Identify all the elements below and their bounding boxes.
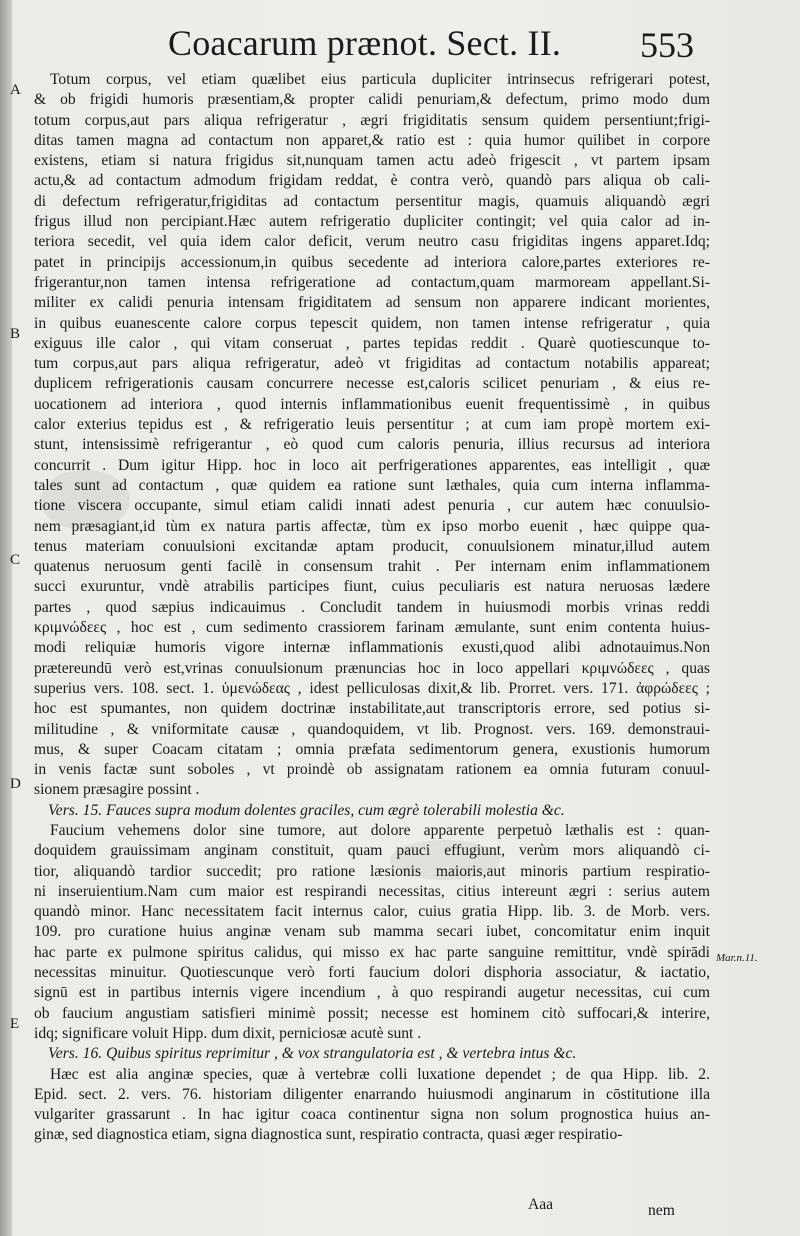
margin-marker-c: C — [10, 552, 21, 568]
text-line: calor exterius tepidus est , & refrigeratio leuis persentitur ; at cum iam propè mortem exi- — [34, 416, 710, 434]
text-line: 109. pro curatione huius anginæ venam sub mamma secari iubet, concomitatur enim inquit — [34, 923, 710, 941]
margin-marker-b: B — [10, 326, 21, 342]
text-line: sionem præsagire possint . — [34, 781, 200, 799]
text-line: frigerantur,non tamen intensa refrigeratione ad contactum,quam marmoream appellant.Si- — [34, 273, 710, 291]
text-line: stunt, intensissimè refrigerantur , eò quod cum caloris penuria, illius recursus ad interiora — [34, 436, 710, 454]
text-line: hoc est spumantes, non quidem doctrinæ instabilitate,aut transcriptoris errore, sed potius si- — [34, 700, 710, 718]
text-line: modi reliquiæ humoris vigore internæ inflammationis exusti,quod alibi adnotauimus.Non — [34, 639, 710, 657]
text-line: signū est in partibus internis vigere incendium , à quo respirandi augetur necessitas, cui cum — [34, 984, 710, 1002]
running-title: Coacarum prænot. Sect. II. — [168, 23, 562, 63]
text-line: patet in principijs accessionum,in quibus secedente ad interiora calore,partes exteriores re- — [34, 253, 710, 271]
text-line: superius vers. 108. sect. 1. ὑμενώδεας , idest pelliculosas dixit,& lib. Prorret. vers. 171. ἀφρώδεες ; — [34, 679, 710, 697]
margin-marker-d: D — [10, 776, 21, 792]
margin-side-note: Mar.n.11. — [716, 952, 758, 964]
text-line: quandò minor. Hanc necessitatem facit internus calor, cuius gratia Hipp. lib. 3. de Morb. vers. — [34, 903, 710, 921]
page-header — [0, 22, 800, 66]
text-line: necessitas minuitur. Quotiescunque verò forti faucium dolori disphoria associatur, & iactatio, — [34, 964, 710, 982]
text-line: militudine , & vniformitate causæ , quandoquidem, vt lib. Prognost. vers. 169. demonstraui- — [34, 720, 710, 738]
text-line: tior, aliquandò tardior succedit; pro ratione læsionis maioris,aut minoris partium respiratio- — [34, 862, 710, 880]
text-line: frigus illud non percipiant.Hæc autem refrigeratio dupliciter contingit; vel quia calor ad in- — [34, 213, 710, 231]
text-line: duplicem refrigerationis causam concurrere necesse est,caloris scilicet penuriam , & eius re- — [34, 375, 710, 393]
text-line: vulgariter grassarunt . In hac igitur coaca continentur signa non solum prognostica huius an- — [34, 1106, 710, 1124]
verse-label: Vers. 15. — [48, 801, 103, 819]
text-line: mus, & super Coacam citatam ; omnia præfata sedimentorum genera, exustionis humorum — [34, 740, 710, 758]
text-line: exiguus ille calor , qui vitam conseruat , partes tepidas reddit . Quarè quotiescunque to- — [34, 334, 710, 352]
text-line: ob faucium angustiam satisfieri minimè possit; necesse est hominem citò suffocari,& interire, — [34, 1004, 710, 1022]
text-line: ditas tamen magna ad contactum non apparet,& ratio est : quia humor quilibet in corpore — [34, 131, 710, 149]
text-line: di defectum refrigeratur,frigiditas ad contactum persentitur magis, quamuis aliquandò ægri — [34, 192, 710, 210]
text-line: & ob frigidi humoris præsentiam,& propter calidi penuriam,& defectum, primo modo dum — [34, 91, 710, 109]
text-line: prætereundū verò est,vrinas conuulsionum prænuncias hoc in loco appellari κριμνώδεες , quas — [34, 659, 710, 677]
text-line: in quibus euanescente calore corpus tepescit quidem, non tamen intense refrigeratur , quia — [34, 314, 710, 332]
verse-quotation: Fauces supra modum dolentes graciles, cum ægrè tolerabili molestia &c. — [106, 801, 565, 819]
text-line: κριμνώδεες , hoc est , cum sedimento crassiorem farinam æmulante, sunt enim contenta huius- — [34, 619, 710, 637]
text-line: succi exuruntur, vndè atrabilis participes fiunt, cuius peculiaris est natura neruosas lædere — [34, 578, 710, 596]
text-line: teriora secedit, vel quia idem calor deficit, verum neutro casu frigiditas ingens apparet.Idq; — [34, 233, 710, 251]
catchword: nem — [648, 1202, 675, 1219]
verse-heading — [34, 801, 710, 821]
verse-quotation: Quibus spiritus reprimitur , & vox strangulatoria est , & vertebra intus &c. — [106, 1045, 577, 1063]
text-line: partes , quod sæpius indicauimus . Concludit tandem in huiusmodi morbis vrinas reddi — [34, 598, 710, 616]
text-line: concurrit . Dum igitur Hipp. hoc in loco ait perfrigerationes apparentes, eas intelligit , quæ — [34, 456, 710, 474]
text-line: existens, etiam si natura frigidus sit,nunquam tamen actu adeò frigescit , vt partem ipsam — [34, 152, 710, 170]
text-line: ni inseruientium.Nam cum maior est respirandi necessitas, citius intereunt ægri : serius autem — [34, 882, 710, 900]
text-line: Faucium vehemens dolor sine tumore, aut dolore apparente perpetuò læthalis est : quan- — [50, 821, 710, 839]
text-line: actu,& ad contactum admodum frigidam reddat, è contra verò, quandò pars aliqua ob cali- — [34, 172, 710, 190]
text-line: doquidem grauissimam anginam constituit, quam pauci effugiunt, verùm mors aliquandò ci- — [34, 842, 710, 860]
text-line: hac parte ex pulmone spiritus calidus, qui misso ex hac parte sanguine remittitur, vndè spirādi — [34, 943, 710, 961]
text-line: nem præsagiant,id tùm ex natura partis affectæ, tùm ex ipso morbo euenit , hæc quippe qua- — [34, 517, 710, 535]
main-text-body — [34, 70, 710, 1146]
page-number: 553 — [640, 25, 694, 65]
page-binding-edge — [0, 0, 12, 1236]
verse-label: Vers. 16. — [48, 1045, 103, 1063]
text-line: totum corpus,aut pars aliqua refrigeratur , ægri frigiditatis sensum quidem persentiunt;frigi- — [34, 111, 710, 129]
text-line: tum corpus,aut pars aliqua refrigeratur, adeò vt frigiditas ad contactum notabilis appareat; — [34, 355, 710, 373]
text-line: in venis factæ sunt soboles , vt proindè ob assignatam rationem ea omnia futuram conuul- — [34, 761, 710, 779]
text-line: Totum corpus, vel etiam quælibet eius particula dupliciter intrinsecus refrigerari potest, — [50, 71, 710, 88]
text-line: Hæc est alia anginæ species, quæ à vertebræ colli luxatione dependet ; de qua Hipp. lib. 2. — [50, 1065, 710, 1083]
text-line: tales sunt ad contactum , quæ quidem ea ratione sunt læthales, quia cum interna inflamma- — [34, 476, 710, 494]
text-line: idq; significare voluit Hipp. dum dixit, perniciosæ acutè sunt . — [34, 1024, 422, 1042]
text-line: quatenus neruosum genti facilè in consensum trahit . Per internam enim inflammationem — [34, 558, 710, 576]
text-line: tione viscera occupante, simul etiam calidi innati adest penuria , cur autem hæc conuulsio- — [34, 497, 710, 515]
margin-marker-a: A — [10, 82, 21, 98]
verse-heading — [34, 1044, 710, 1064]
text-line: ginæ, sed diagnostica etiam, signa diagnostica sunt, respiratio contracta, quasi æger respiratio- — [34, 1126, 623, 1144]
text-line: Epid. sect. 2. vers. 76. historiam diligenter enarrando huiusmodi anginarum in cōstitutione illa — [34, 1085, 710, 1103]
text-line: uocationem ad interiora , quod internis inflammationibus euenit frequentissimè , in quibus — [34, 395, 710, 413]
text-line: tenus materiam conuulsioni excitandæ aptam producit, conuulsionem minatur,illud autem — [34, 537, 710, 555]
text-line: militer ex calidi penuria intensam frigiditatem ad sensum non apparere indicant morientes, — [34, 294, 710, 312]
margin-marker-e: E — [10, 1016, 20, 1032]
signature-mark: Aaa — [528, 1196, 554, 1213]
